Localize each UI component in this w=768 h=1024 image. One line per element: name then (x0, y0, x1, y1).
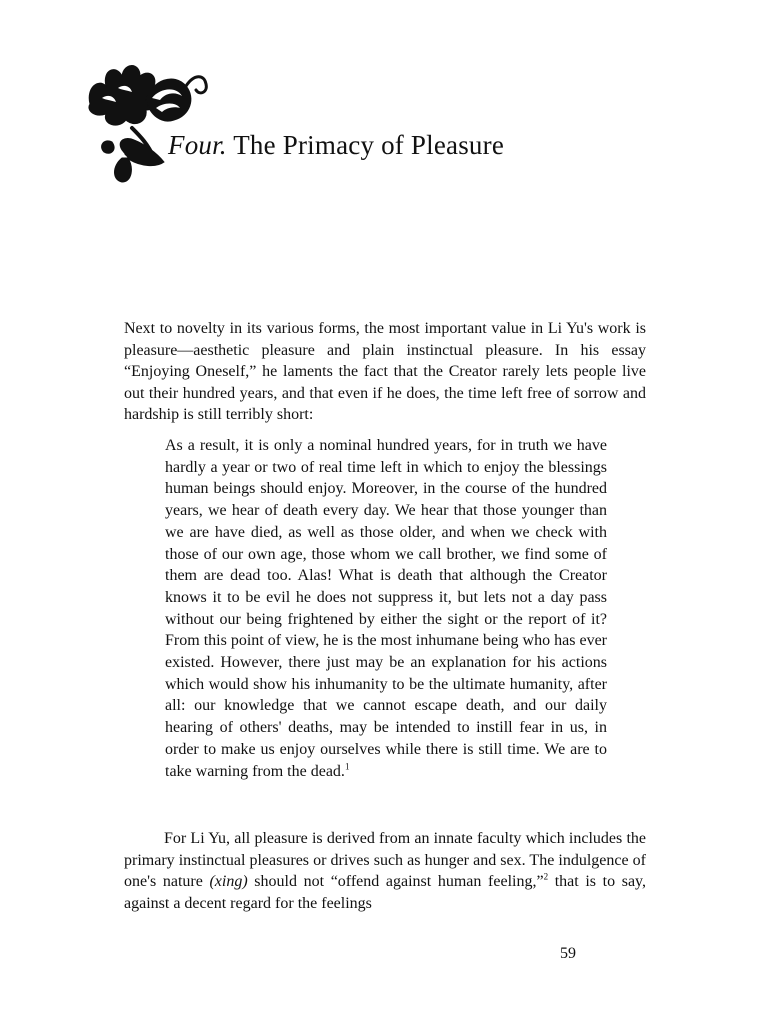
footnote-marker-1: 1 (344, 761, 350, 772)
paragraph-1: Next to novelty in its various forms, the most important value in Li Yu's work is pleasure—aesthetic pleasure and plain instinctual pleasure. In his essay “Enjoying Oneself,” he laments the fact that the Creator rarely lets people live out their hundred years, and that even if he does, the time left free of sorrow and hardship is still terribly short: (124, 320, 646, 424)
page-number: 59 (560, 945, 576, 962)
footnote-marker-2: 2 (543, 871, 549, 882)
paragraph-2-text-b: should not “offend against human feeling,” (247, 873, 544, 891)
floral-ornament-icon (82, 58, 214, 184)
paragraph-2 (124, 828, 646, 914)
chapter-title: The Primacy of Pleasure (233, 130, 504, 160)
block-quote (165, 435, 607, 782)
block-quote-text: As a result, it is only a nominal hundred years, for in truth we have hardly a year or two of real time left in which to enjoy the blessings human beings should enjoy. Moreover, in the course of the hundred years, we hear of death every day. We hear that those younger than we are have died, as well as those older, and when we check with those of our own age, those whom we call brother, we find some of them are dead too. Alas! What is death that although the Creator knows it to be evil he does not suppress it, but lets not a day pass without our being frightened by either the sight or the report of it? From this point of view, he is the most inhumane being who has ever existed. However, there just may be an explanation for his actions which would show his inhumanity to be the ultimate humanity, after all: our knowledge that we cannot escape death, and our daily hearing of others' deaths, may be intended to instill fear in us, in order to make us enjoy ourselves while there is still time. We are to take warning from the dead. (165, 437, 607, 780)
chapter-heading (168, 128, 504, 162)
paragraph-2-text-c: that is to say, against a decent regard for the feelings (124, 873, 647, 912)
paragraph-2-term: (xing) (209, 873, 248, 891)
paragraph-2-text-a: For Li Yu, all pleasure is derived from an innate faculty which includes the primary instinctual pleasures or drives such as hunger and sex. The indulgence of one's nature (124, 830, 646, 891)
chapter-number: Four. (168, 130, 227, 160)
